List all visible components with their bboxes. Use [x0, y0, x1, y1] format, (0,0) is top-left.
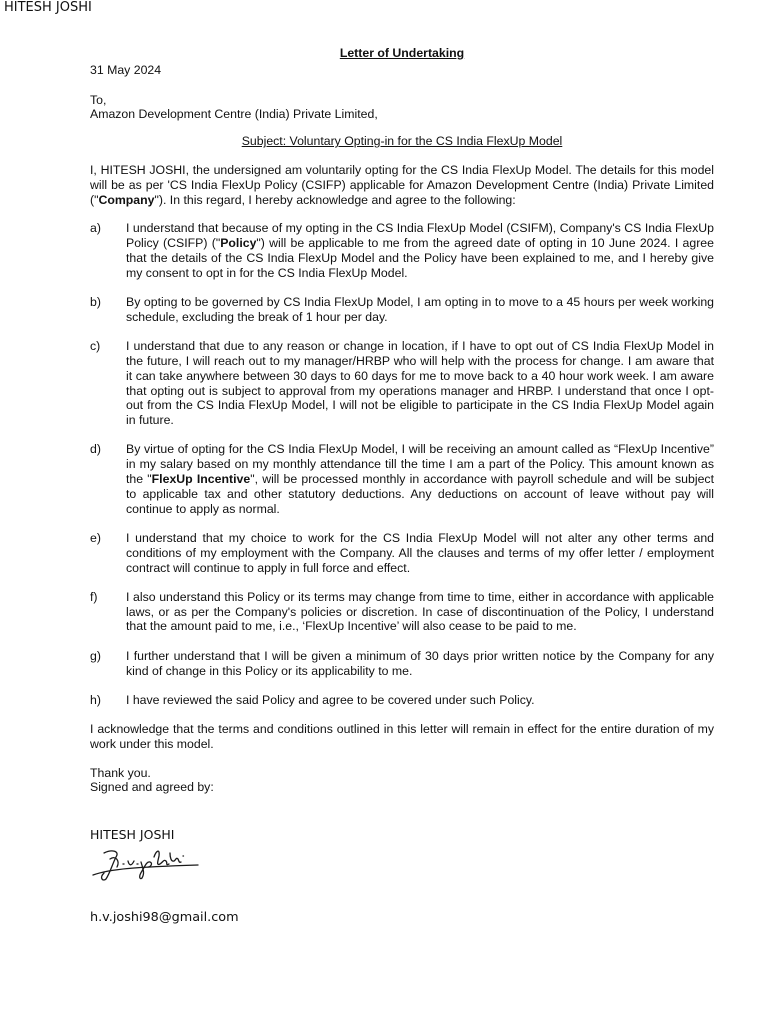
clause-letter: b)	[90, 295, 101, 310]
handwritten-signature	[90, 845, 202, 883]
intro-text-1: I, HITESH JOSHI, the undersigned am voluntarily opting for the CS India FlexUp Model. The details for this model will be as per 'CS India FlexUp Policy (CSIFP) applicable for Amazon Development Centre (India) Private Limited ("	[90, 162, 714, 207]
clause-f	[90, 590, 714, 634]
clause-text: I further understand that I will be given a minimum of 30 days prior written notice by the Company for any kind of change in this Policy or its applicability to me.	[126, 648, 714, 678]
intro-bold-company: Company	[98, 192, 155, 207]
clause-text: I understand that due to any reason or change in location, if I have to opt out of CS India FlexUp Model in the future, I will reach out to my manager/HRBP who will help with the process for change. I am aware that it can take anywhere between 30 days to 60 days for me to move back to a 40 hour work week. I am aware that opting out is subject to approval from my operations manager and HRBP. I understand that once I opt-out from the CS India FlexUp Model, I will not be eligible to participate in the CS India FlexUp Model again in future.	[126, 339, 714, 428]
clause-a-text-1: I understand that because of my opting in the CS India FlexUp Model (CSIFM), Company's CS India FlexUp Policy (CSIFP) ("	[126, 221, 714, 251]
signed-label: Signed and agreed by:	[90, 780, 214, 795]
clause-letter: f)	[90, 589, 98, 604]
clause-d-text-1: By virtue of opting for the CS India FlexUp Model, I will be receiving an amount called as “FlexUp Incentive” in my salary based on my monthly attendance till the time I am a part of the Policy. This amount known as the "	[126, 442, 714, 487]
clause-d	[90, 442, 714, 516]
clause-letter: a)	[90, 221, 101, 236]
clause-e	[90, 531, 714, 575]
clause-letter: h)	[90, 692, 101, 707]
header-name: HITESH JOSHI	[4, 0, 92, 15]
thank-you: Thank you.	[90, 765, 151, 780]
clause-d-bold-incentive: FlexUp Incentive	[151, 472, 251, 487]
clause-a-bold-policy: Policy	[220, 236, 257, 251]
clause-letter: e)	[90, 530, 101, 545]
clause-b	[90, 295, 714, 325]
letter-page	[90, 46, 714, 926]
clause-text	[126, 221, 714, 280]
clause-g	[90, 649, 714, 679]
subject-line: Subject: Voluntary Opting-in for the CS India FlexUp Model	[241, 134, 563, 149]
to-label: To,	[90, 92, 107, 107]
clause-text: By opting to be governed by CS India FlexUp Model, I am opting in to move to a 45 hours per week working schedule, excluding the break of 1 hour per day.	[126, 295, 714, 324]
clause-a-text-2: ") will be applicable to me from the agreed date of opting in 10 June 2024. I agree that the details of the CS India FlexUp Model and the Policy have been explained to me, and I hereby give my consent to opt in for the CS India FlexUp Model.	[126, 236, 714, 280]
clause-letter: d)	[90, 442, 101, 457]
clause-h	[90, 693, 714, 708]
clause-letter: g)	[90, 648, 101, 663]
email-address: h.v.joshi98@gmail.com	[90, 910, 239, 926]
clause-d-text-2: ", will be processed monthly in accordance with payroll schedule and will be subject to applicable tax and other statutory deductions. Any deductions on account of leave without pay will continue to apply as normal.	[126, 472, 714, 516]
intro-paragraph	[90, 163, 714, 207]
clause-c	[90, 339, 714, 428]
intro-text-2: "). In this regard, I hereby acknowledge and agree to the following:	[154, 192, 516, 207]
addressee: Amazon Development Centre (India) Private Limited,	[90, 107, 378, 122]
clause-a	[90, 221, 714, 280]
clause-text: I also understand this Policy or its terms may change from time to time, either in accordance with applicable laws, or as per the Company's policies or discretion. In case of discontinuation of the Policy, I understand that the amount paid to me, i.e., ‘FlexUp Incentive’ will also cease to be paid to me.	[126, 589, 714, 634]
signature-block	[90, 828, 714, 883]
closing-paragraph: I acknowledge that the terms and conditions outlined in this letter will remain in effect for the entire duration of my work under this model.	[90, 722, 714, 751]
clause-text: I have reviewed the said Policy and agree to be covered under such Policy.	[126, 692, 535, 707]
letter-title: Letter of Undertaking	[339, 46, 465, 60]
letter-date: 31 May 2024	[90, 62, 162, 77]
signer-name: HITESH JOSHI	[90, 827, 175, 843]
clause-text	[126, 442, 714, 516]
clause-text: I understand that my choice to work for the CS India FlexUp Model will not alter any other terms and conditions of my employment with the Company. All the clauses and terms of my offer letter / employment contract will continue to apply in full force and effect.	[126, 530, 714, 575]
clause-letter: c)	[90, 339, 101, 354]
